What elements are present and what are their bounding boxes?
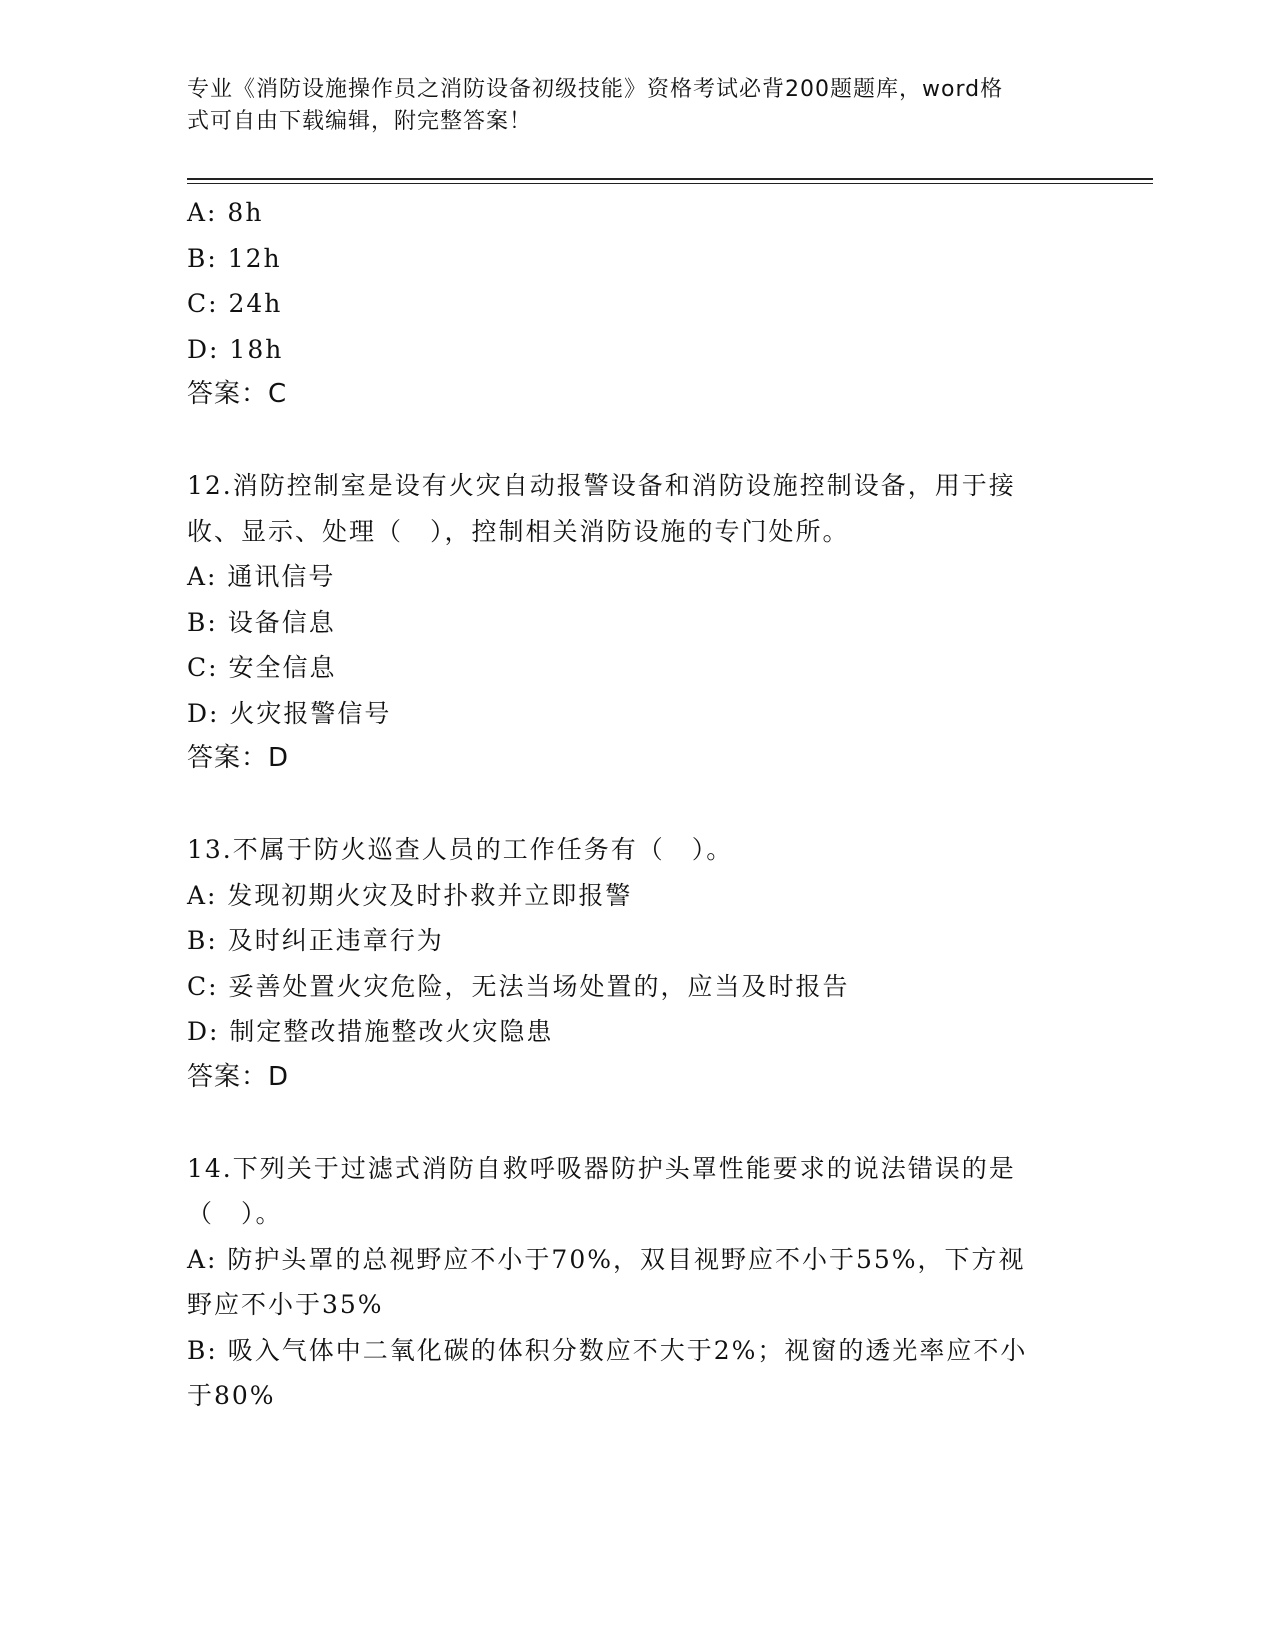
header-line-2: 式可自由下载编辑，附完整答案！ xyxy=(187,109,533,134)
answer-label: 答案：C xyxy=(187,379,288,409)
header-line-1: 专业《消防设施操作员之消防设备初级技能》资格考试必背200题题库，word格 xyxy=(187,77,1004,102)
header-rule-thin xyxy=(187,183,1153,184)
document-header xyxy=(187,74,1067,138)
question-14 xyxy=(187,1146,1087,1419)
question-stem: 14.下列关于过滤式消防自救呼吸器防护头罩性能要求的说法错误的是 xyxy=(187,1153,1016,1183)
answer-label: 答案：D xyxy=(187,1061,290,1092)
option-c: C: 安全信息 xyxy=(187,653,337,682)
option-d: D: 火灾报警信号 xyxy=(187,698,392,728)
option-a-continued: 野应不小于35% xyxy=(187,1290,384,1319)
question-12 xyxy=(187,463,1087,782)
option-b: B: 12h xyxy=(187,243,282,273)
header-rule-thick xyxy=(187,178,1153,180)
option-a: A: 发现初期火灾及时扑救并立即报警 xyxy=(187,880,633,910)
option-a: A: 防护头罩的总视野应不小于70%，双目视野应不小于55%，下方视 xyxy=(187,1244,1026,1274)
option-a: A: 8h xyxy=(187,198,264,227)
question-stem-continued: （ ）。 xyxy=(187,1199,283,1228)
option-a: A: 通讯信号 xyxy=(187,562,336,591)
question-stem: 12.消防控制室是设有火灾自动报警设备和消防设施控制设备，用于接 xyxy=(187,471,1016,500)
option-c: C: 24h xyxy=(187,289,283,318)
option-c: C: 妥善处置火灾危险，无法当场处置的，应当及时报告 xyxy=(187,971,850,1001)
question-list xyxy=(187,190,1087,1419)
option-b: B: 吸入气体中二氧化碳的体积分数应不大于2%；视窗的透光率应不小 xyxy=(187,1335,1028,1365)
question-13 xyxy=(187,827,1087,1100)
spacer xyxy=(187,782,1087,828)
option-d: D: 制定整改措施整改火灾隐患 xyxy=(187,1017,554,1046)
option-b-continued: 于80% xyxy=(187,1381,276,1410)
question-11 xyxy=(187,190,1087,418)
option-d: D: 18h xyxy=(187,334,284,364)
spacer xyxy=(187,1100,1087,1146)
answer-label: 答案：D xyxy=(187,743,290,773)
question-stem-continued: 收、显示、处理（ ），控制相关消防设施的专门处所。 xyxy=(187,516,850,546)
question-stem: 13.不属于防火巡查人员的工作任务有（ ）。 xyxy=(187,835,734,864)
option-b: B: 及时纠正违章行为 xyxy=(187,926,444,955)
option-b: B: 设备信息 xyxy=(187,607,336,637)
spacer xyxy=(187,418,1087,464)
